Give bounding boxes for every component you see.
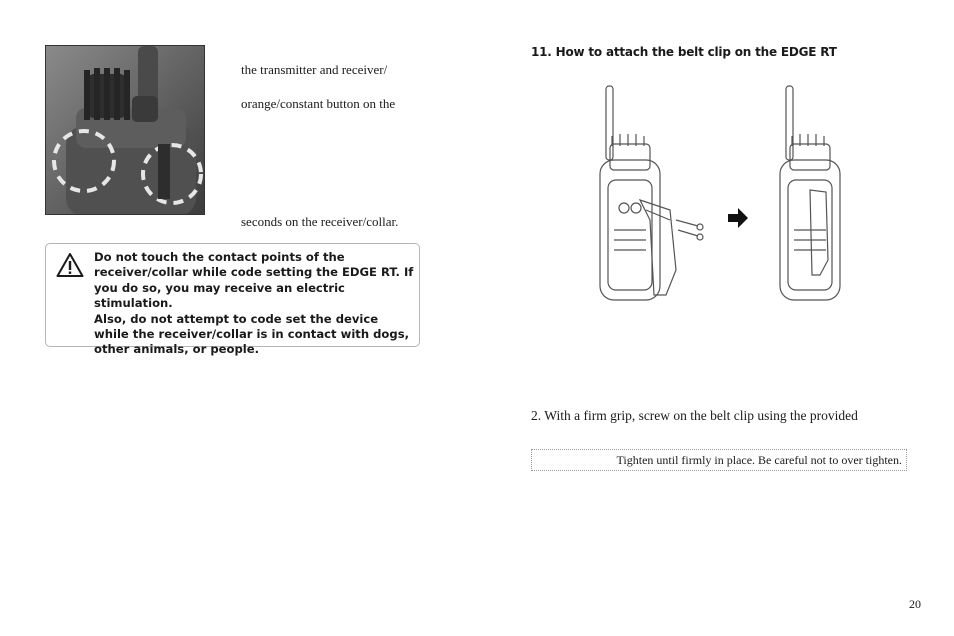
step-text: 2. With a firm grip, screw on the belt clip using the provided [531,408,858,423]
warning-text: Do not touch the contact points of the receiver/collar while code setting the EDGE RT. If you do so, you may receive an electric stimulation. [94,250,414,311]
receiver-photo [45,45,205,215]
section-heading: 11. How to attach the belt clip on the EDGE RT [531,45,837,59]
text-fragment: the transmitter and receiver/ [241,62,388,77]
note-box: Tighten until firmly in place. Be careful not to over tighten. [531,449,907,471]
warning-triangle-icon [56,252,84,278]
warning-text: Also, do not attempt to code set the device while the receiver/collar is in contact with dogs, other animals, or people. [94,311,410,357]
belt-clip-diagram [590,80,880,325]
text-fragment: orange/constant button on the [241,96,396,111]
text-fragment: seconds on the receiver/collar. [241,214,399,229]
page-number: 20 [909,597,921,611]
warning-box [45,243,420,357]
